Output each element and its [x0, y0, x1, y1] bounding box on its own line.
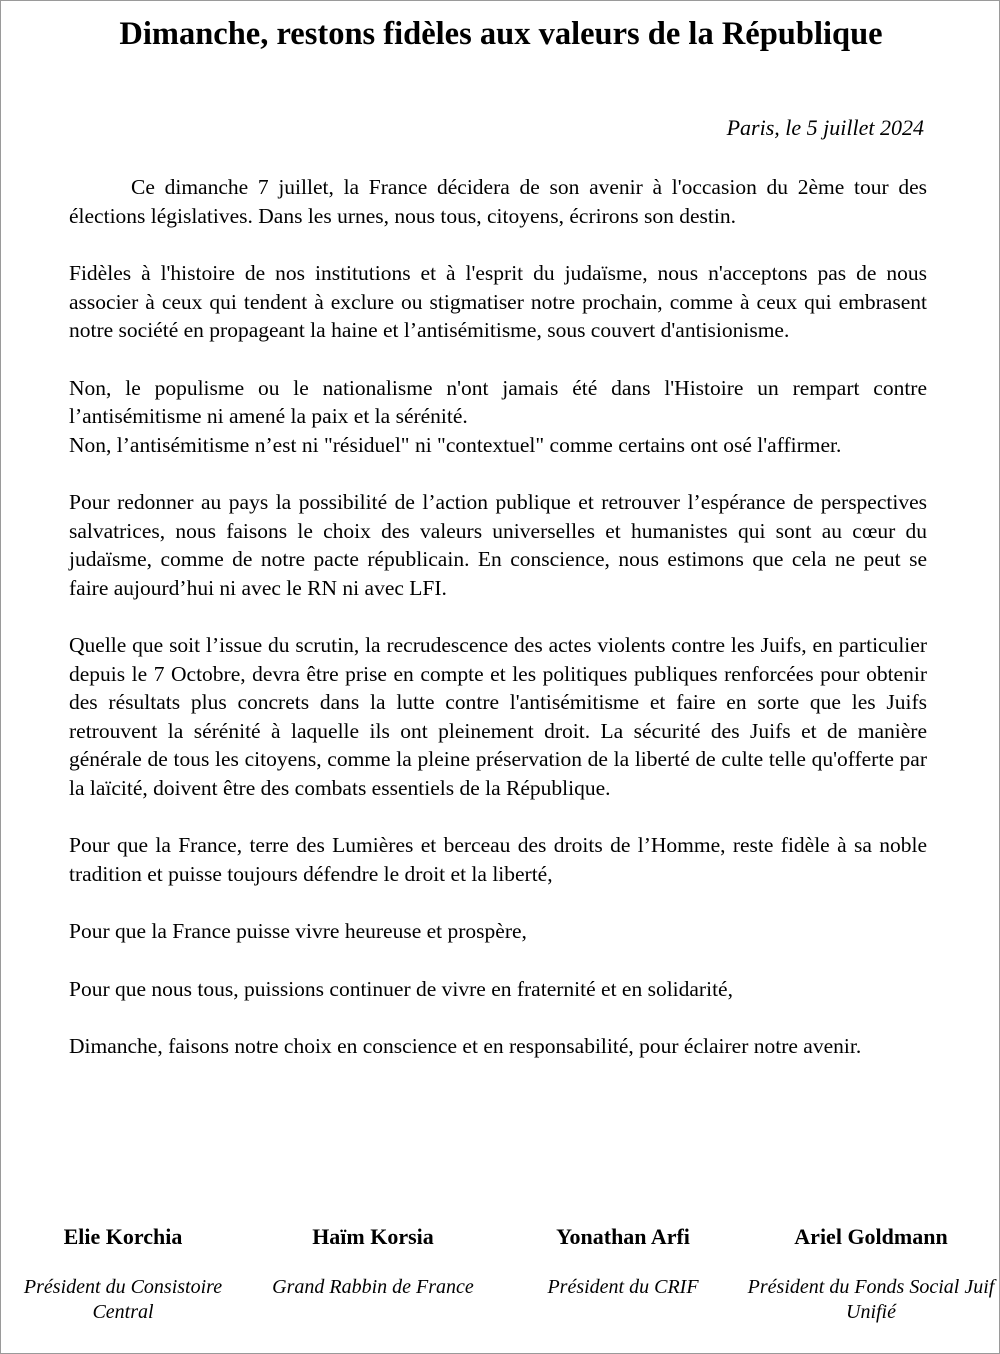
document-date: Paris, le 5 juillet 2024: [726, 115, 924, 140]
signatory-name: Ariel Goldmann: [794, 1224, 948, 1249]
paragraph-conclusion: Dimanche, faisons notre choix en conscience et en responsabilité, pour éclairer notre avenir.: [69, 1034, 862, 1058]
document-body: [69, 173, 927, 1090]
signatory-name: Yonathan Arfi: [556, 1224, 690, 1249]
signatory-role: Grand Rabbin de France: [272, 1276, 474, 1298]
signatory-korchia: [0, 1223, 248, 1325]
signatory-name: Haïm Korsia: [312, 1224, 434, 1249]
signatory-role: Président du CRIF: [547, 1276, 699, 1298]
signatory-arfi: [498, 1223, 748, 1300]
signatory-role: Président du Fonds Social Juif Unifié: [747, 1276, 995, 1323]
paragraph-populism: Non, le populisme ou le nationalisme n'ont jamais été dans l'Histoire un rempart contre l’antisémitisme ni amené la paix et la sérénité.: [69, 375, 927, 428]
paragraph-prospere: Pour que la France puisse vivre heureuse et prospère,: [69, 919, 527, 943]
paragraph-values: Pour redonner au pays la possibilité de l’action publique et retrouver l’espérance de perspectives salvatrices, nous faisons le choix des valeurs universelles et humanistes qui sont au cœur du judaïsme, comme de notre pacte républicain. En conscience, nous estimons que cela ne peut se faire aujourd’hui ni avec le RN ni avec LFI.: [69, 490, 927, 600]
paragraph-fraternite: Pour que nous tous, puissions continuer de vivre en fraternité et en solidarité,: [69, 976, 733, 1001]
signatory-name: Elie Korchia: [63, 1224, 183, 1249]
paragraph-lumieres: Pour que la France, terre des Lumières et berceau des droits de l’Homme, reste fidèle à sa noble tradition et puisse toujours défendre le droit et la liberté,: [69, 833, 927, 886]
document-title: Dimanche, restons fidèles aux valeurs de la République: [119, 16, 883, 52]
paragraph-institutions: Fidèles à l'histoire de nos institutions et à l'esprit du judaïsme, nous n'acceptons pas de nous associer à ceux qui tendent à exclure ou stigmatiser notre prochain, comme à ceux qui embrasent notre société en propageant la haine et l’antisémitisme, sous couvert d'antisionisme.: [69, 261, 927, 342]
paragraph-intro: Ce dimanche 7 juillet, la France décidera de son avenir à l'occasion du 2ème tour des élections législatives. Dans les urnes, nous tous, citoyens, écrirons son destin.: [69, 175, 927, 228]
signatory-role: Président du Consistoire Central: [23, 1276, 223, 1323]
signatory-korsia: [248, 1223, 498, 1300]
paragraph-antisemitism: Non, l’antisémitisme n’est ni "résiduel" ni "contextuel" comme certains ont osé l'affirmer.: [69, 432, 842, 457]
signatory-goldmann: [746, 1223, 996, 1325]
paragraph-scrutin: Quelle que soit l’issue du scrutin, la recrudescence des actes violents contre les Juifs, en particulier depuis le 7 Octobre, devra être prise en compte et les politiques publiques renforcées pour obtenir des résultats plus concrets dans la lutte contre l'antisémitisme et faire en sorte que les Juifs retrouvent la sérénité à laquelle ils ont pleinement droit. La sécurité des Juifs et de manière générale de tous les citoyens, comme la pleine préservation de la liberté de culte telle qu'offerte par la laïcité, doivent être des combats essentiels de la République.: [69, 633, 927, 800]
